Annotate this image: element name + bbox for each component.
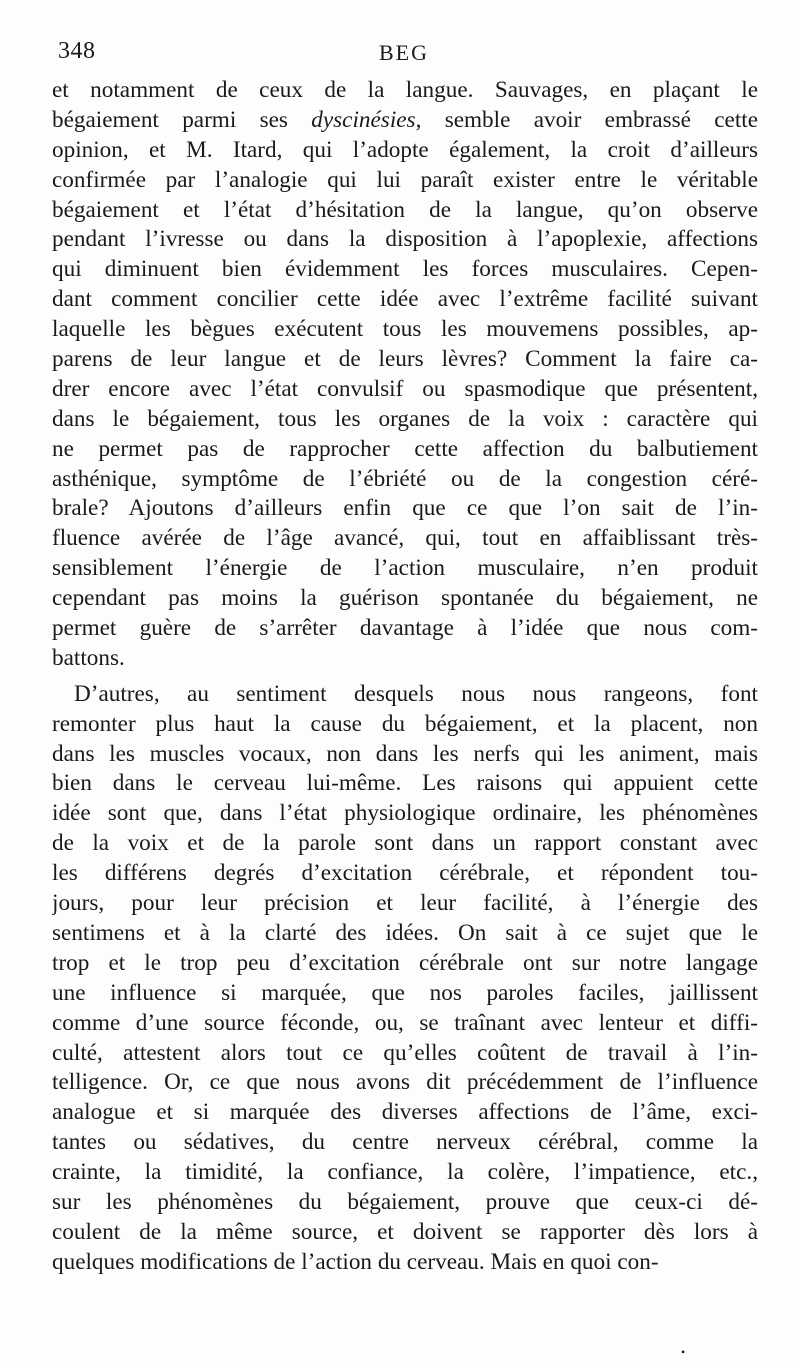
- text-line: opinion, et M. Itard, qui l’adopte également, la croit d’ailleurs: [52, 136, 758, 163]
- text-line: quelques modifications de l’action du cerveau. Mais en quoi con-: [52, 1248, 659, 1275]
- text-line: bégaiement et l’état d’hésitation de la langue, qu’on observe: [52, 196, 758, 223]
- text-line: asthénique, symptôme de l’ébriété ou de la congestion céré-: [52, 465, 758, 492]
- text-line: bégaiement parmi ses dyscinésies, semble avoir embrassé cette: [52, 106, 758, 133]
- text-line: dans les muscles vocaux, non dans les nerfs qui les animent, mais: [52, 740, 758, 767]
- text-line: laquelle les bègues exécutent tous les mouvemens possibles, ap-: [52, 316, 758, 343]
- text-line: ne permet pas de rapprocher cette affection du balbutiement: [52, 435, 758, 462]
- text-line: qui diminuent bien évidemment les forces musculaires. Cepen-: [52, 256, 758, 283]
- paragraph: [52, 680, 758, 1278]
- text-line: telligence. Or, ce que nous avons dit précédemment de l’influence: [52, 1069, 758, 1096]
- text-line: dans le bégaiement, tous les organes de la voix : caractère qui: [52, 405, 758, 432]
- page-number: 348: [58, 38, 96, 64]
- text-line: brale? Ajoutons d’ailleurs enfin que ce que l’on sait de l’in-: [52, 495, 758, 522]
- text-line: les différens degrés d’excitation cérébrale, et répondent tou-: [52, 860, 758, 887]
- text-line: crainte, la timidité, la confiance, la colère, l’impatience, etc.,: [52, 1159, 758, 1186]
- ink-speck: •: [681, 1345, 686, 1359]
- text-line: et notamment de ceux de la langue. Sauvages, en plaçant le: [52, 77, 758, 103]
- text-line: sur les phénomènes du bégaiement, prouve que ceux-ci dé-: [52, 1188, 758, 1215]
- page-header: [48, 38, 760, 74]
- text-line: sentimens et à la clarté des idées. On sait à ce sujet que le: [52, 919, 758, 946]
- text-line: remonter plus haut la cause du bégaiement, et la placent, non: [52, 710, 758, 737]
- text-line: sensiblement l’énergie de l’action musculaire, n’en produit: [52, 555, 758, 582]
- text-line: de la voix et de la parole sont dans un rapport constant avec: [52, 830, 758, 857]
- text-line: fluence avérée de l’âge avancé, qui, tout en affaiblissant très-: [52, 525, 758, 552]
- text-line: dant comment concilier cette idée avec l’extrême facilité suivant: [52, 286, 758, 313]
- running-head: BEG: [379, 40, 429, 65]
- text-line: idée sont que, dans l’état physiologique ordinaire, les phénomènes: [52, 800, 758, 827]
- text-line: trop et le trop peu d’excitation cérébrale ont sur notre langage: [52, 949, 758, 976]
- text-line: une influence si marquée, que nos paroles faciles, jaillissent: [52, 979, 758, 1006]
- text-line: pendant l’ivresse ou dans la disposition à l’apoplexie, affections: [52, 226, 758, 253]
- text-line: coulent de la même source, et doivent se rapporter dès lors à: [52, 1218, 758, 1245]
- text-line: analogue et si marquée des diverses affections de l’âme, exci-: [52, 1099, 758, 1126]
- text-line: culté, attestent alors tout ce qu’elles coûtent de travail à l’in-: [52, 1039, 758, 1066]
- text-line: drer encore avec l’état convulsif ou spasmodique que présentent,: [52, 375, 758, 402]
- paragraph: [52, 76, 758, 674]
- text-line: bien dans le cerveau lui-même. Les raisons qui appuient cette: [52, 770, 758, 797]
- body-text: [52, 76, 758, 1278]
- text-line: permet guère de s’arrêter davantage à l’idée que nous com-: [52, 615, 758, 642]
- text-line: confirmée par l’analogie qui lui paraît exister entre le véritable: [52, 166, 758, 193]
- text-line: parens de leur langue et de leurs lèvres? Comment la faire ca-: [52, 346, 758, 373]
- text-line: D’autres, au sentiment desquels nous nous rangeons, font: [74, 680, 758, 707]
- text-line: battons.: [52, 644, 125, 671]
- text-line: comme d’une source féconde, ou, se traînant avec lenteur et diffi-: [52, 1009, 758, 1036]
- text-line: jours, pour leur précision et leur facilité, à l’énergie des: [52, 890, 758, 917]
- text-line: tantes ou sédatives, du centre nerveux cérébral, comme la: [52, 1129, 758, 1156]
- text-line: cependant pas moins la guérison spontanée du bégaiement, ne: [52, 585, 758, 612]
- italic-term: dyscinésies: [311, 106, 416, 133]
